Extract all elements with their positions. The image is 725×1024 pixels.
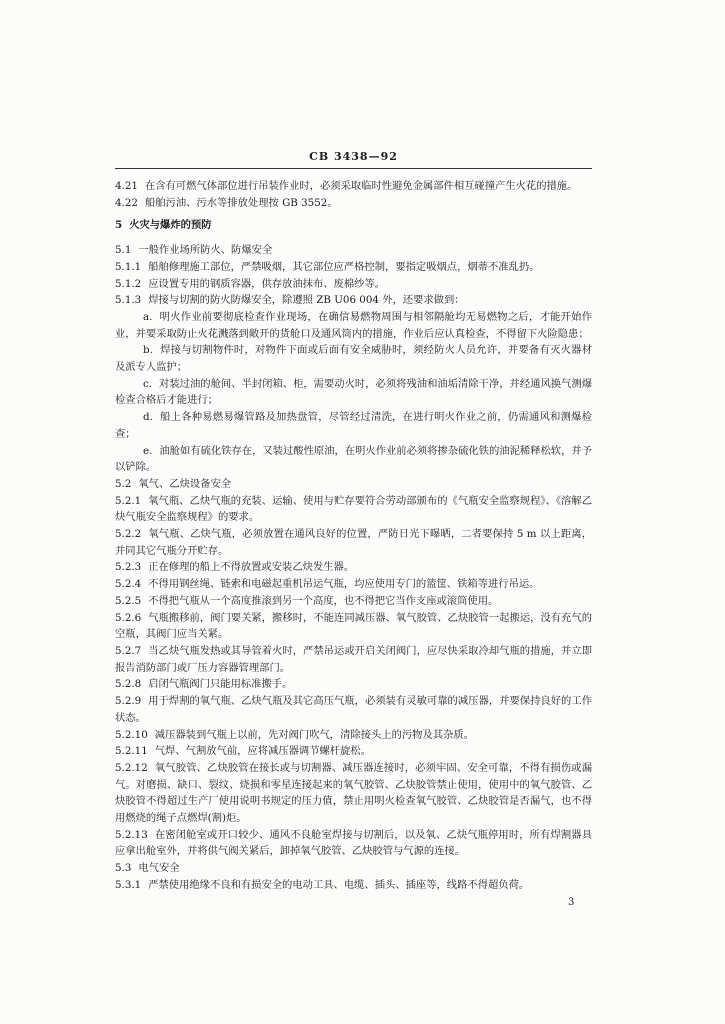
clause-number: 5.2.3 <box>115 561 142 574</box>
item-label: e. <box>143 444 153 457</box>
clause-text: 当乙炔气瓶发热或其导管着火时，严禁吊运或开启关闭阀门，应尽快采取冷却气瓶的措施，并立即报告消防部门或厂压力容器管理部门。 <box>115 644 592 674</box>
clause-4-22 <box>115 195 592 212</box>
document-body <box>115 178 592 894</box>
clause-5-2-3 <box>115 559 592 576</box>
clause-number: 5.2.1 <box>115 494 142 507</box>
clause-text: 不得把气瓶从一个高度推滚到另一个高度，也不得把它当作支座或滚筒使用。 <box>148 594 499 607</box>
clause-text: 一般作业场所防火、防爆安全 <box>138 244 273 257</box>
clause-5-2-7 <box>115 643 592 676</box>
clause-number: 5.2.9 <box>115 695 142 708</box>
clause-5-2-11 <box>115 743 592 760</box>
item-text: 对装过油的舱间、半封闭箱、柜，需要动火时，必须将残油和油垢清除干净，并经通风换气测爆检查合格后才能进行； <box>115 377 592 407</box>
clause-number: 5.2.12 <box>115 761 148 774</box>
clause-number: 5.2.10 <box>115 728 148 741</box>
clause-text: 用于焊割的氧气瓶、乙炔气瓶及其它高压气瓶，必须装有灵敏可靠的减压器，并要保持良好的工作状态。 <box>115 695 592 724</box>
clause-number: 5.2.11 <box>115 745 148 758</box>
clause-5-2-12 <box>115 760 592 827</box>
standard-code-header: CB 3438—92 <box>309 150 398 163</box>
clause-number: 5.2.5 <box>115 594 142 607</box>
clause-number: 5.1 <box>115 244 132 257</box>
clause-5-3 <box>115 860 592 877</box>
clause-number: 5.3 <box>115 862 132 875</box>
clause-5-2-5 <box>115 593 592 610</box>
clause-5-2 <box>115 476 592 493</box>
clause-text: 在含有可燃气体部位进行吊装作业时，必须采取临时性避免金属部件相互碰撞产生火花的措施。 <box>144 180 578 192</box>
list-item-e <box>115 443 592 476</box>
clause-text: 氧气瓶、乙炔气瓶的充装、运输、使用与贮存要符合劳动部颁布的《气瓶安全监察规程》、《溶解乙炔气瓶安全监察规程》的要求。 <box>115 494 592 524</box>
item-text: 明火作业前要彻底检查作业现场，在确信易燃物周围与相邻隔舱均无易燃物之后，才能开始作业，并要采取防止火花溅落到敞开的货舱口及通风筒内的措施，作业后应认真检查，不得留下火险隐患； <box>115 310 592 340</box>
section-title: 火灾与爆炸的预防 <box>129 219 212 232</box>
clause-text: 气瓶搬移前，阀门要关紧，搬移时，不能连同减压器、氧气胶管、乙炔胶管一起搬运，没有充气的空瓶，其阀门应当关紧。 <box>115 611 592 641</box>
clause-5-2-13 <box>115 827 592 860</box>
page-number: 3 <box>568 897 575 908</box>
clause-number: 5.1.2 <box>115 277 142 290</box>
list-item-a <box>115 309 592 342</box>
clause-text: 氧气瓶、乙炔气瓶，必须放置在通风良好的位置，严防日光下曝晒，二者要保持 5 m 以上距离，并同其它气瓶分开贮存。 <box>115 528 592 557</box>
section-number: 5 <box>115 219 123 232</box>
clause-text: 船舶修理施工部位，严禁吸烟，其它部位应严格控制，要指定吸烟点，烟蒂不准乱扔。 <box>148 260 540 273</box>
item-label: b. <box>143 344 153 357</box>
clause-5-2-2 <box>115 526 592 559</box>
clause-5-1-1 <box>115 259 592 276</box>
clause-5-2-6 <box>115 610 592 643</box>
clause-text: 氧气胶管、乙炔胶管在接长或与切割器、减压器连接时，必须牢固、安全可靠，不得有损伤或漏气。对磨损、缺口、裂纹、烧损和零星连接起来的氧气胶管、乙炔胶管禁止使用，使用中的氧气胶管、乙炔胶管不得超过生产厂使用说明书规定的压力值，禁止用明火检查氧气胶管、乙炔胶管是否漏气，也不得用燃烧的绳子点燃焊(割)炬。 <box>115 761 592 825</box>
item-label: a. <box>143 310 153 323</box>
clause-5-2-10 <box>115 727 592 744</box>
clause-number: 5.1.1 <box>115 260 142 273</box>
clause-5-2-1 <box>115 493 592 526</box>
clause-number: 5.2.6 <box>115 611 142 624</box>
clause-5-2-4 <box>115 576 592 593</box>
clause-number: 5.1.3 <box>115 294 142 307</box>
item-text: 焊接与切割物件时，对物件下面或后面有安全威胁时，须经防火人员允许，并要备有灭火器材及派专人监护； <box>115 344 592 374</box>
section-heading-5 <box>115 217 592 234</box>
clause-5-1-2 <box>115 276 592 293</box>
clause-5-3-1 <box>115 877 592 894</box>
item-label: c. <box>143 377 153 390</box>
clause-number: 4.21 <box>115 180 138 192</box>
item-label: d. <box>143 411 153 424</box>
list-item-c <box>115 376 592 409</box>
clause-5-2-8 <box>115 676 592 693</box>
clause-text: 船舶污油、污水等排放处理按 GB 3552。 <box>144 196 338 209</box>
clause-text: 焊接与切割的防火防爆安全，除遵照 ZB U06 004 外，还要求做到： <box>148 294 465 307</box>
clause-text: 启闭气瓶阀门只能用标准搬手。 <box>148 678 293 691</box>
item-text: 油舱如有硫化铁存在，又装过酸性原油，在明火作业前必须将掺杂硫化铁的油泥稀释松软，并予以铲除。 <box>115 444 592 474</box>
clause-number: 5.2.4 <box>115 578 142 591</box>
clause-number: 5.3.1 <box>115 878 142 891</box>
clause-text: 严禁使用绝缘不良和有损安全的电动工具、电缆、插头、插座等，线路不得超负荷。 <box>148 878 530 891</box>
list-item-b <box>115 342 592 375</box>
clause-number: 4.22 <box>115 196 138 209</box>
clause-text: 在密闭舱室或开口较少、通风不良舱室焊接与切割后，以及氧、乙炔气瓶停用时，所有焊割器具应拿出舱室外，并将供气阀关紧后，卸掉氧气胶管、乙炔胶管与气源的连接。 <box>115 828 592 858</box>
clause-4-21 <box>115 178 592 195</box>
clause-text: 不得用钢丝绳、链索和电磁起重机吊运气瓶，均应使用专门的篮筐、铁箱等进行吊运。 <box>148 578 540 591</box>
clause-text: 应设置专用的钢质容器，供存放油抹布、废棉纱等。 <box>148 277 386 290</box>
clause-text: 电气安全 <box>138 862 180 875</box>
clause-5-2-9 <box>115 693 592 726</box>
clause-text: 减压器装到气瓶上以前，先对阀门吹气，清除接头上的污物及其杂质。 <box>154 728 474 741</box>
clause-5-1-3 <box>115 292 592 309</box>
list-item-d <box>115 409 592 442</box>
clause-number: 5.2.2 <box>115 528 142 541</box>
clause-number: 5.2.7 <box>115 644 142 657</box>
clause-text: 氧气、乙炔设备安全 <box>138 477 232 490</box>
clause-5-1 <box>115 242 592 259</box>
clause-number: 5.2.13 <box>115 828 148 841</box>
header-rule <box>115 168 592 169</box>
clause-text: 气焊、气割放气前，应将减压器调节螺杆旋松。 <box>154 745 371 758</box>
clause-number: 5.2.8 <box>115 678 142 691</box>
clause-text: 正在修理的船上不得放置或安装乙炔发生器。 <box>148 561 355 574</box>
clause-number: 5.2 <box>115 477 132 490</box>
item-text: 船上各种易燃易爆管路及加热盘管，尽管经过清洗，在进行明火作业之前，仍需通风和测爆检查； <box>115 411 592 440</box>
